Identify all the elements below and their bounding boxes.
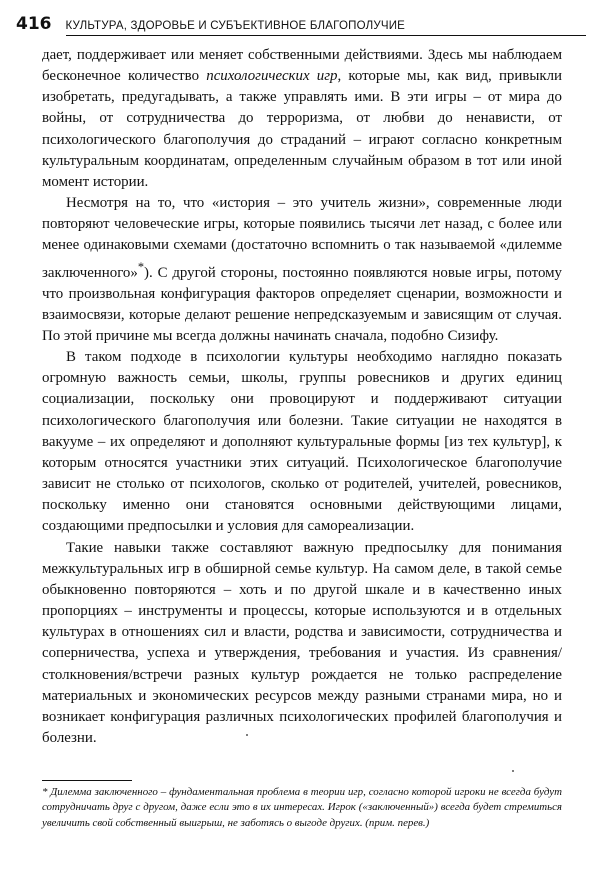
running-title: КУЛЬТУРА, ЗДОРОВЬЕ И СУБЪЕКТИВНОЕ БЛАГОПОЛУЧИЕ <box>66 20 587 36</box>
scan-speck <box>512 770 514 772</box>
paragraph-text: ). С другой стороны, постоянно появляются новые игры, потому что произвольная конфигурация факторов определяет сценарии, возможности и взаимосвязи, которые делают решение непредсказуемым и зависящим от случая. По этой причине мы всегда должны начинать сначала, подобно Сизифу. <box>42 264 562 344</box>
paragraph-text: дает, поддерживает или меняет собственными действиями. Здесь мы наблюдаем бесконечное количество <box>42 47 562 85</box>
scan-speck <box>246 734 248 736</box>
main-text <box>42 45 562 749</box>
paragraph: В таком подходе в психологии культуры необходимо наглядно показать огромную важность семьи, школы, группы ровесников и других единиц социализации, поскольку они провоцируют и поддерживают ситуации психологического благополучия или болезни. Такие ситуации не находятся в вакууме – их определяют и дополняют культуральные формы [из тех культур], к которым относятся участники этих ситуаций. Психологическое благополучие зависит не столько от психологов, сколько от родителей, учителей, ровесников, поскольку именно они становятся основными действующими лицами, создающими предпосылки и условия для самореализации. <box>42 349 562 535</box>
paragraph: Такие навыки также составляют важную предпосылку для понимания межкультуральных игр в обширной семье культур. На самом деле, в такой семье обыкновенно повторяются – хоть и по другой шкале и в качественно иных пропорциях – инструменты и процессы, которые используются и в отдельных культурах в отношениях сил и власти, родства и зависимости, сотрудничества и соперничества, успеха и утверждения, требования и участия. Из сравнения/столкновения/встречи разных культур рождается не только распределение материальных и экономических ресурсов между разными странами мира, но и возникает конфигурация различных психологических профилей благополучия и болезни. <box>42 539 562 746</box>
paragraph-text: , которые мы, как вид, привыкли изобретать, предугадывать, а также управлять ими. В эти игры – от мира до войны, от сотрудничества до терроризма, от любви до ненависти, от психологического благополучия до страданий – играют согласно конкретным культуральным координатам, определенным случайным образом в тот или иной момент истории. <box>42 68 562 190</box>
paragraph <box>42 193 562 347</box>
footnote-marker: * <box>42 786 48 798</box>
footnote-reference[interactable]: * <box>137 259 145 274</box>
paragraph <box>42 45 562 193</box>
running-header <box>16 14 586 36</box>
footnote <box>42 785 562 831</box>
footnote-divider <box>42 780 132 781</box>
emphasis-text: психологических игр <box>206 68 338 85</box>
paragraph-text: Несмотря на то, что «история – это учитель жизни», современные люди повторяют человеческие игры, которые появились тысячи лет назад, с более или менее одинаковыми схемами (достаточно вспомнить о так называемой «дилемме заключенного» <box>42 195 562 281</box>
page-number: 416 <box>16 14 52 34</box>
footnote-text: Дилемма заключенного – фундаментальная проблема в теории игр, согласно которой игроки не всегда будут сотрудничать друг с другом, даже если это в их интересах. Игрок («заключенный») всегда будет стремиться увеличить свой собственный выигрыш, не заботясь о выгоде других. (прим. перев.) <box>42 786 562 829</box>
